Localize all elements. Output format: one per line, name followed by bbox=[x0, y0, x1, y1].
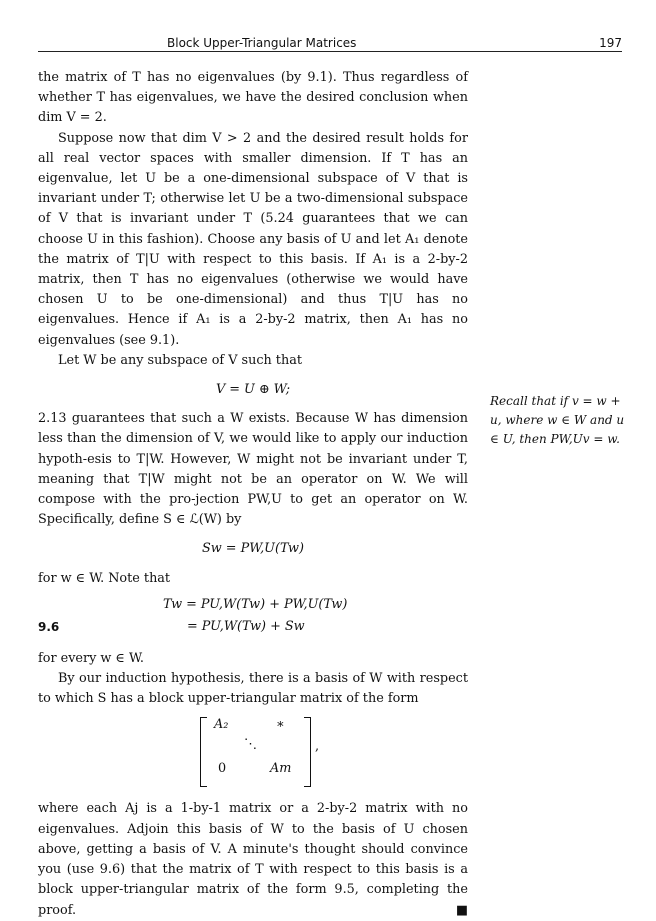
matrix-left-bracket bbox=[200, 717, 207, 787]
qed-symbol: ■ bbox=[455, 902, 468, 918]
paragraph-3: Let W be any subspace of V such that bbox=[58, 352, 302, 368]
paragraph-5: for w ∈ W. Note that bbox=[38, 570, 171, 586]
equation-s-definition: Sw = PW,U(Tw) bbox=[202, 541, 304, 557]
matrix-top-right: ∗ bbox=[276, 717, 285, 733]
matrix-comma: , bbox=[315, 739, 320, 755]
equation-label: 9.6 bbox=[38, 619, 60, 634]
matrix-top-left: A₂ bbox=[214, 717, 229, 733]
matrix-bottom-right: Am bbox=[270, 761, 292, 777]
paragraph-7: By our induction hypothesis, there is a basis of W with respect to which S has a block upper-triangular matrix of the form bbox=[38, 671, 468, 707]
paragraph-6: for every w ∈ W. bbox=[38, 650, 144, 666]
equation-9-6-line-2: = PU,W(Tw) + Sw bbox=[187, 618, 305, 634]
paragraph-8: where each Aj is a 1-by-1 matrix or a 2-by-2 matrix with no eigenvalues. Adjoin this basis of W to the basis of U chosen above, getting a basis of V. A minute's thought should convince you (use 9.6) that the matrix of T with respect to this basis is a block upper-triangular matrix of the form 9.5, completing the proof. ■ bbox=[38, 799, 468, 920]
margin-note: Recall that if v = w + u, where w ∈ W and u ∈ U, then PW,Uv = w. bbox=[490, 394, 625, 446]
equation-9-6 bbox=[38, 595, 468, 639]
matrix-right-bracket bbox=[304, 717, 311, 787]
paragraph-2: Suppose now that dim V > 2 and the desired result holds for all real vector spaces with smaller dimension. If T has an eigenvalue, let U be a one-dimensional subspace of V that is invariant under T; otherwise let U be a two-dimensional subspace of V that is invariant under T (5.24 guarantees that we can choose U in this fashion). Choose any basis of U and let A₁ denote the matrix of T|U with respect to this basis. If A₁ is a 2-by-2 matrix, then T has no eigenvalues (otherwise we would have chosen U to be one-dimensional) and thus T|U has no eigenvalues. Hence if A₁ is a 2-by-2 matrix, then A₁ has no eigenvalues (see 9.1). bbox=[38, 130, 468, 348]
paragraph-1: the matrix of T has no eigenvalues (by 9.1). Thus regardless of whether T has eigenvalues, we have the desired conclusion when dim V = 2. bbox=[38, 70, 468, 126]
matrix-bottom-left: 0 bbox=[218, 761, 227, 777]
page-number: 197 bbox=[599, 36, 622, 50]
paragraph-4: 2.13 guarantees that such a W exists. Because W has dimension less than the dimension of V, we would like to apply our induction hypoth-esis to T|W. However, W might not be invariant under T, meaning that T|W might not be an operator on W. We will compose with the pro-jection PW,U to get an operator on W. Specifically, define S ∈ ℒ(W) by bbox=[38, 411, 468, 528]
block-matrix bbox=[38, 715, 468, 791]
running-header-title: Block Upper-Triangular Matrices bbox=[167, 36, 357, 50]
equation-direct-sum: V = U ⊕ W; bbox=[215, 382, 291, 398]
main-text bbox=[38, 68, 468, 921]
equation-9-6-line-1: Tw = PU,W(Tw) + PW,U(Tw) bbox=[163, 596, 348, 612]
header-rule bbox=[38, 51, 622, 52]
matrix-diagonal-dots: ⋱ bbox=[244, 737, 257, 753]
